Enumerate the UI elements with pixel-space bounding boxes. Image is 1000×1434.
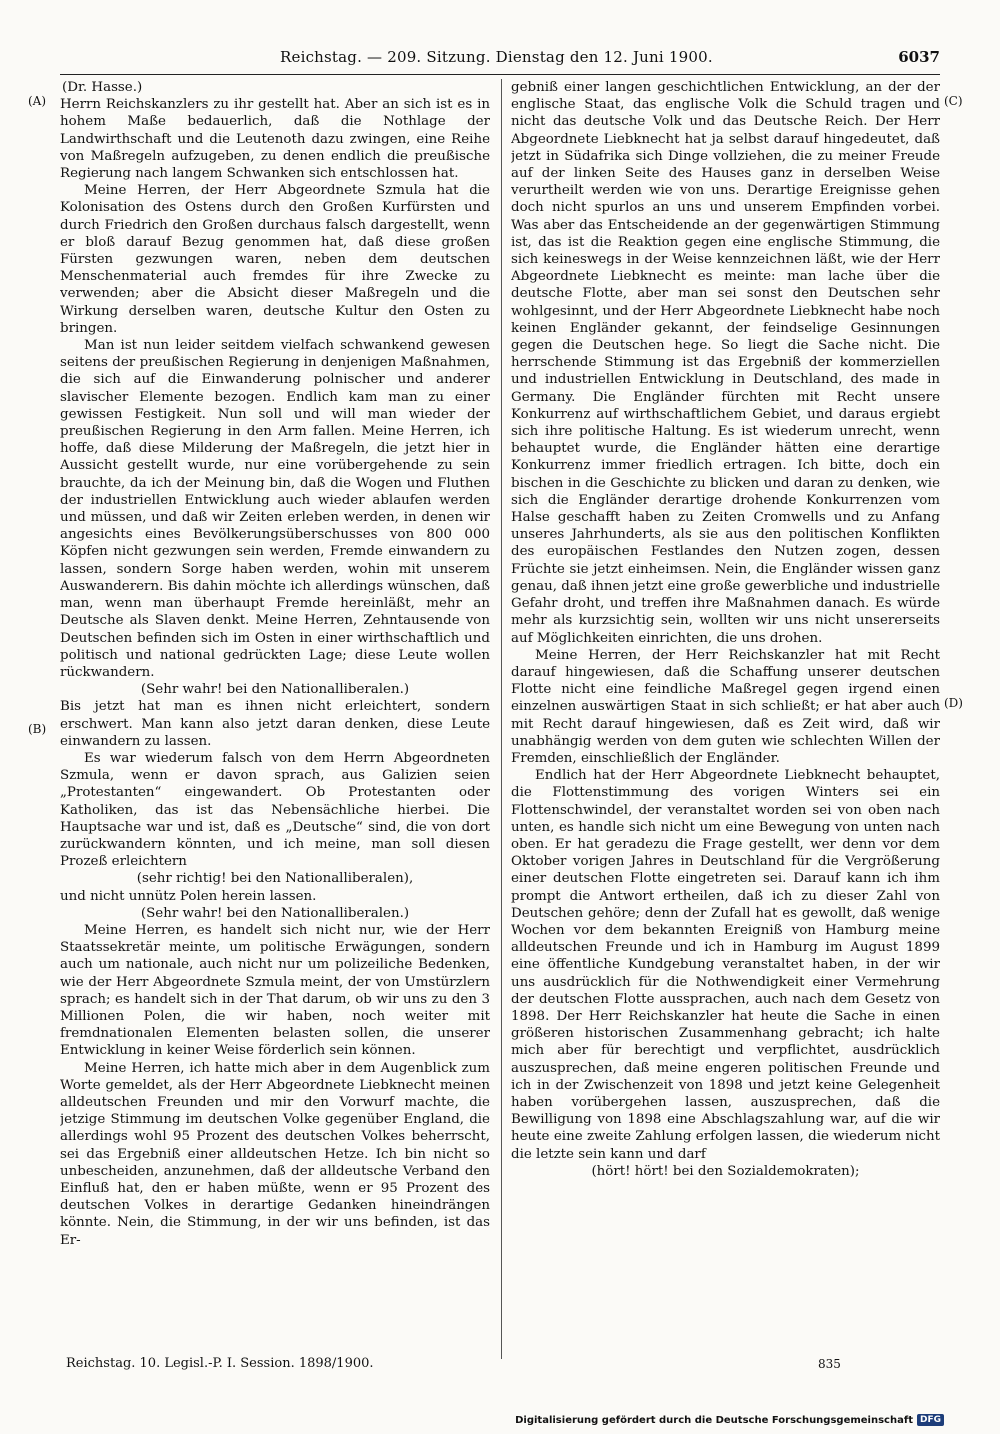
right-paragraph-1: gebniß einer langen geschichtlichen Entwicklung, an der der englische Staat, das englische Volk die Schuld tragen und nicht das deutsche Volk und das Deutsche Reich. Der Herr Abgeordnete Liebknecht hat ja selbst darauf hingedeutet, daß jetzt in Südafrika sich Dinge vollziehen, die zu meiner Freude auf der linken Seite des Hauses ganz in derselben Weise verurtheilt werden wie von uns. Derartige Ereignisse gehen doch nicht spurlos an uns und unserem Empfinden vorbei. Was aber das Entscheidende an der gegenwärtigen Stimmung ist, das ist die Reaktion gegen eine englische Stimmung, die sich keineswegs in der Weise kennzeichnen läßt, wie der Herr Abgeordnete Liebknecht es meinte: man lache über die deutsche Flotte, aber man sei sonst den Deutschen sehr wohlgesinnt, und der Herr Abgeordnete Liebknecht habe noch keinen Engländer gekannt, der feindselige Gesinnungen gegen die Deutschen hege. So liegt die Sache nicht. Die herrschende Stimmung ist das Ergebniß der kommerziellen und industriellen Entwicklung in Deutschland, des made in Germany. Die Engländer fürchten mit Recht unsere Konkurrenz auf wirthschaftlichem Gebiet, und daraus ergiebt sich ihre politische Haltung. Es ist wiederum unrecht, wenn behauptet wurde, die Engländer hätten eine derartige Konkurrenz immer friedlich ertragen. Ich bitte, doch ein bischen in die Geschichte zu blicken und daran zu denken, wie sich die Engländer derartige drohende Konkurrenzen vom Halse geschafft haben zu Zeiten Cromwells und zu Anfang unseres Jahrhunderts, als sie aus den politischen Konflikten des europäischen Festlandes den Nutzen zogen, dessen Früchte sie jetzt einheimsen. Nein, die Engländer wissen ganz genau, daß ihnen jetzt eine große gewerbliche und industrielle Gefahr droht, und treffen ihre Maßnahmen danach. Es würde mehr als kurzsichtig sein, wollten wir uns nicht unsererseits auf Möglichkeiten einrichten, die uns drohen. — [511, 80, 940, 646]
interjection-4: (hört! hört! bei den Sozialdemokraten); — [591, 1163, 860, 1179]
left-column — [60, 79, 490, 1354]
left-paragraph-8: Meine Herren, ich hatte mich aber in dem Augenblick zum Worte gemeldet, als der Herr Abgeordnete Liebknecht meinen alldeutschen Freunden und mir den Vorwurf machte, die jetzige Stimmung im deutschen Volke gegenüber England, die allerdings wohl 95 Prozent des deutschen Volkes beherrscht, sei das Ergebniß einer alldeutschen Hetze. Ich bin nicht so unbescheiden, anzunehmen, daß der alldeutsche Verband den Einfluß hat, den er haben müßte, wenn er 95 Prozent des deutschen Volkes in derartige Gedanken hineindrängen könnte. Nein, die Stimmung, in der wir uns befinden, ist das Er- — [60, 1060, 490, 1248]
header-rule — [60, 74, 940, 75]
credit-text: Digitalisierung gefördert durch die Deutsche Forschungsgemeinschaft — [515, 1414, 913, 1426]
left-paragraph-6: und nicht unnütz Polen herein lassen. — [60, 888, 317, 904]
left-paragraph-1: Herrn Reichskanzlers zu ihr gestellt hat. Aber an sich ist es in hohem Maße bedauerlich, daß die Nothlage der Landwirthschaft und die Leutenoth dazu zwingen, eine Reihe von Maßregeln aufzugeben, zu denen endlich die preußische Regierung nach langem Schwanken sich entschlossen hat. — [60, 97, 490, 182]
left-paragraph-4: Bis jetzt hat man es ihnen nicht erleichtert, sondern erschwert. Man kann also jetzt daran denken, diese Leute einwandern zu lassen. — [60, 699, 490, 749]
header-title: Reichstag. — 209. Sitzung. Dienstag den 12. Juni 1900. — [280, 48, 713, 66]
right-paragraph-3: Endlich hat der Herr Abgeordnete Liebknecht behauptet, die Flottenstimmung des vorigen Winters sei ein Flottenschwindel, der veranstaltet worden sei von oben nach unten, es handle sich nicht um eine Bewegung von unten nach oben. Er hat geradezu die Frage gestellt, wer denn vor dem Oktober vorigen Jahres in Deutschland für die Vergrößerung einer deutschen Flotte eingetreten sei. Darauf kann ich ihm prompt die Antwort ertheilen, daß ich zu dieser Zahl von Deutschen gehöre; denn der Zufall hat es gewollt, daß wenige Wochen vor dem bekannten Ereigniß von Hamburg meine alldeutschen Freunde und ich in Hamburg im August 1899 eine öffentliche Kundgebung veranstaltet haben, in der wir uns ausdrücklich für die Nothwendigkeit einer Vermehrung der deutschen Flotte aussprachen, auch nach dem Gesetz von 1898. Der Herr Reichskanzler hat heute die Sache in einen größeren historischen Zusammenhang gebracht; ich halte mich aber für berechtigt und verpflichtet, ausdrücklich auszusprechen, daß meine engeren politischen Freunde und ich in der Zwischenzeit von 1898 und jetzt keine Gelegenheit haben vorübergehen lassen, auszusprechen, daß die Bewilligung von 1898 eine Abschlagszahlung war, auf die wir heute eine zweite Zahlung erfolgen lassen, die wiederum nicht die letzte sein kann und darf — [511, 768, 940, 1162]
left-paragraph-7: Meine Herren, es handelt sich nicht nur, wie der Herr Staatssekretär meinte, um politische Erwägungen, sondern auch um nationale, auch nicht nur um polizeiliche Bedenken, wie der Herr Abgeordnete Szmula meint, der von Umstürzlern sprach; es handelt sich in der That darum, ob wir uns zu den 3 Millionen Polen, die wir haben, noch weiter mit fremdnationalen Elementen belasten sollen, die unserer Entwicklung in keiner Weise förderlich sein können. — [60, 922, 490, 1059]
interjection-3: (Sehr wahr! bei den Nationalliberalen.) — [140, 905, 410, 921]
dfg-logo-icon: DFG — [917, 1414, 944, 1426]
dfg-credit — [515, 1414, 944, 1426]
margin-mark-a: (A) — [28, 94, 47, 108]
interjection-2: (sehr richtig! bei den Nationalliberalen), — [136, 871, 414, 887]
right-paragraph-2: Meine Herren, der Herr Reichskanzler hat mit Recht darauf hingewiesen, daß die Schaffung unserer deutschen Flotte nicht eine feindliche Maßregel gegen irgend einen einzelnen auswärtigen Staat in sich schließt; er hat aber auch mit Recht darauf hingewiesen, daß es Zeit wird, daß wir unabhängig werden von dem guten wie schlechten Willen der Fremden, einschließlich der Engländer. — [511, 647, 940, 766]
right-column — [511, 79, 940, 1354]
speaker-label: (Dr. Hasse.) — [62, 80, 143, 95]
page-header — [60, 44, 940, 70]
left-paragraph-3: Man ist nun leider seitdem vielfach schwankend gewesen seitens der preußischen Regierung in denjenigen Maßnahmen, die sich auf die Einwanderung polnischer und anderer slavischer Elemente bezogen. Endlich kam man zu einer gewissen Festigkeit. Nun soll und will man wieder der preußischen Regierung in den Arm fallen. Meine Herren, ich hoffe, daß diese Milderung der Maßregeln, die jetzt hier in Aussicht gestellt wurde, nur eine vorübergehende zu sein brauchte, da ich der Meinung bin, daß die Wogen und Fluthen der industriellen Entwicklung auch wieder ablaufen werden und müssen, und daß wir Zeiten erleben werden, in denen wir angesichts eines Bevölkerungsüberschusses von 800 000 Köpfen nicht gezwungen sein werden, Fremde einwandern zu lassen, sondern Sorge haben werden, wohin mit unserem Auswanderern. Bis dahin möchte ich allerdings wünschen, daß man, wenn man überhaupt Fremde hereinläßt, mehr an Deutsche als Slaven denkt. Meine Herren, Zehntausende von Deutschen befinden sich im Osten in einer wirthschaftlich und politisch und national gedrückten Lage; diese Leute wollen rückwandern. — [60, 338, 490, 680]
footer-sheet-number: 835 — [818, 1357, 841, 1371]
footer-session-info: Reichstag. 10. Legisl.-P. I. Session. 1898/1900. — [66, 1356, 374, 1371]
column-separator — [501, 79, 502, 1359]
left-paragraph-5: Es war wiederum falsch von dem Herrn Abgeordneten Szmula, wenn er davon sprach, aus Galizien seien „Protestanten“ eingewandert. Ob Protestanten oder Katholiken, das ist das Nebensächliche hierbei. Die Hauptsache war und ist, daß es „Deutsche“ sind, die von dort zurückwandern könnten, und ich meine, man soll diesen Prozeß erleichtern — [60, 750, 490, 870]
left-paragraph-2: Meine Herren, der Herr Abgeordnete Szmula hat die Kolonisation des Ostens durch den Großen Kurfürsten und durch Friedrich den Großen durchaus falsch dargestellt, wenn er bloß darauf Bezug genommen hat, daß diese großen Fürsten gezwungen waren, neben dem deutschen Menschenmaterial auch fremdes für ihre Zwecke zu verwenden; aber die Absicht dieser Maßregeln und die Wirkung derselben waren, deutsche Kultur den Osten zu bringen. — [60, 183, 490, 336]
interjection-1: (Sehr wahr! bei den Nationalliberalen.) — [140, 682, 410, 698]
margin-mark-c: (C) — [944, 94, 963, 108]
margin-mark-b: (B) — [28, 722, 47, 736]
margin-mark-d: (D) — [944, 696, 963, 710]
page-number: 6037 — [898, 48, 940, 66]
